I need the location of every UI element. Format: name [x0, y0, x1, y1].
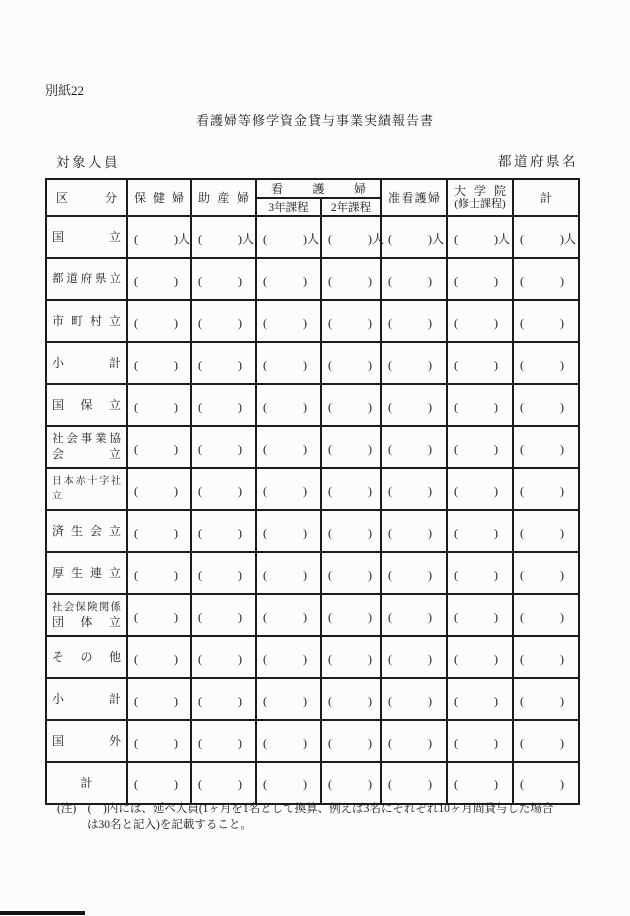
- paren-placeholder: ( ): [520, 694, 565, 708]
- value-cell: [127, 384, 191, 426]
- paren-placeholder: ( ): [134, 442, 178, 456]
- value-cell: [513, 216, 579, 258]
- header-graduate-school: 大学院 (修士課程): [447, 179, 513, 216]
- value-cell: [321, 510, 381, 552]
- value-cell: [256, 762, 321, 804]
- paren-placeholder: ( ): [328, 442, 372, 456]
- value-cell: [447, 636, 513, 678]
- value-cell: [321, 678, 381, 720]
- paren-placeholder: ( ): [388, 358, 433, 372]
- value-cell: [381, 300, 447, 342]
- value-cell: [513, 384, 579, 426]
- paren-placeholder: ( ): [198, 694, 242, 708]
- paren-placeholder: ( ): [134, 652, 178, 666]
- value-cell: [191, 342, 256, 384]
- value-cell: [256, 636, 321, 678]
- paren-placeholder: ( ): [454, 358, 499, 372]
- paren-placeholder: ( ): [198, 776, 242, 791]
- paren-placeholder: ( ): [388, 694, 433, 708]
- paren-placeholder: ( )人: [328, 232, 384, 246]
- table-row: [46, 636, 579, 678]
- paren-placeholder: ( ): [328, 358, 372, 372]
- value-cell: [513, 636, 579, 678]
- paren-placeholder: ( ): [198, 358, 242, 372]
- paren-placeholder: ( ): [388, 568, 433, 582]
- paren-placeholder: ( ): [520, 776, 565, 791]
- value-cell: [381, 342, 447, 384]
- paren-placeholder: ( ): [263, 652, 307, 666]
- paren-placeholder: ( ): [388, 442, 433, 456]
- value-cell: [447, 762, 513, 804]
- paren-placeholder: ( ): [134, 316, 178, 330]
- paren-placeholder: ( ): [388, 526, 433, 540]
- value-cell: [381, 720, 447, 762]
- row-label: 日本赤十字社立: [46, 468, 127, 510]
- value-cell: [381, 468, 447, 510]
- value-cell: [256, 552, 321, 594]
- paren-placeholder: ( ): [328, 484, 372, 498]
- value-cell: [381, 594, 447, 636]
- value-cell: [256, 426, 321, 468]
- paren-placeholder: ( ): [134, 358, 178, 372]
- value-cell: [191, 510, 256, 552]
- paren-placeholder: ( ): [263, 484, 307, 498]
- value-cell: [127, 594, 191, 636]
- value-cell: [127, 258, 191, 300]
- paren-placeholder: ( ): [520, 400, 565, 414]
- paren-placeholder: ( ): [198, 274, 242, 288]
- value-cell: [513, 342, 579, 384]
- row-label: 小計: [46, 678, 127, 720]
- value-cell: [191, 426, 256, 468]
- paren-placeholder: ( ): [263, 274, 307, 288]
- row-label: 国保立: [46, 384, 127, 426]
- value-cell: [127, 552, 191, 594]
- value-cell: [381, 636, 447, 678]
- value-cell: [381, 426, 447, 468]
- table-row: [46, 762, 579, 804]
- row-label: 国外: [46, 720, 127, 762]
- paren-placeholder: ( ): [454, 568, 499, 582]
- value-cell: [127, 426, 191, 468]
- row-label: 国立: [46, 216, 127, 258]
- value-cell: [127, 510, 191, 552]
- paren-placeholder: ( ): [198, 526, 242, 540]
- table-row: [46, 258, 579, 300]
- paren-placeholder: ( ): [388, 776, 433, 791]
- paren-placeholder: ( ): [520, 568, 565, 582]
- paren-placeholder: ( ): [454, 274, 499, 288]
- value-cell: [513, 468, 579, 510]
- value-cell: [321, 720, 381, 762]
- table-row: [46, 510, 579, 552]
- value-cell: [513, 258, 579, 300]
- value-cell: [513, 300, 579, 342]
- paren-placeholder: ( ): [263, 568, 307, 582]
- value-cell: [127, 468, 191, 510]
- table-row: [46, 594, 579, 636]
- value-cell: [191, 720, 256, 762]
- row-label: 市町村立: [46, 300, 127, 342]
- paren-placeholder: ( ): [454, 484, 499, 498]
- paren-placeholder: ( ): [388, 484, 433, 498]
- paren-placeholder: ( ): [328, 610, 372, 624]
- paren-placeholder: ( ): [198, 442, 242, 456]
- value-cell: [447, 216, 513, 258]
- value-cell: [191, 384, 256, 426]
- paren-placeholder: ( ): [134, 776, 178, 791]
- table-body: [46, 216, 579, 804]
- value-cell: [256, 594, 321, 636]
- table-row: [46, 300, 579, 342]
- footnote-line2: は30名と記入)を記載すること。: [87, 819, 252, 831]
- paren-placeholder: ( ): [134, 610, 178, 624]
- paren-placeholder: ( ): [520, 274, 565, 288]
- header-category: 区分: [46, 179, 127, 216]
- paren-placeholder: ( ): [328, 274, 372, 288]
- value-cell: [447, 300, 513, 342]
- paren-placeholder: ( ): [328, 400, 372, 414]
- paren-placeholder: ( ): [520, 736, 565, 750]
- paren-placeholder: ( )人: [520, 232, 577, 246]
- table-row: [46, 342, 579, 384]
- paren-placeholder: ( ): [134, 484, 178, 498]
- value-cell: [447, 594, 513, 636]
- row-label: 済生会立: [46, 510, 127, 552]
- paren-placeholder: ( ): [328, 316, 372, 330]
- value-cell: [256, 678, 321, 720]
- paren-placeholder: ( ): [328, 694, 372, 708]
- paren-placeholder: ( ): [388, 400, 433, 414]
- value-cell: [321, 300, 381, 342]
- value-cell: [127, 762, 191, 804]
- value-cell: [127, 342, 191, 384]
- value-cell: [321, 552, 381, 594]
- report-table: [45, 178, 580, 805]
- paren-placeholder: ( ): [198, 400, 242, 414]
- value-cell: [321, 594, 381, 636]
- value-cell: [256, 510, 321, 552]
- value-cell: [256, 384, 321, 426]
- paren-placeholder: ( ): [134, 274, 178, 288]
- value-cell: [256, 216, 321, 258]
- value-cell: [321, 636, 381, 678]
- value-cell: [381, 762, 447, 804]
- row-label: 社会事業協 会立: [46, 426, 127, 468]
- paren-placeholder: ( )人: [198, 232, 254, 246]
- paren-placeholder: ( ): [520, 652, 565, 666]
- value-cell: [256, 342, 321, 384]
- value-cell: [256, 300, 321, 342]
- value-cell: [191, 552, 256, 594]
- table-row: [46, 720, 579, 762]
- value-cell: [513, 762, 579, 804]
- paren-placeholder: ( ): [388, 652, 433, 666]
- attachment-number: 別紙22: [45, 83, 85, 98]
- page-title: 看護婦等修学資金貸与事業実績報告書: [195, 113, 434, 128]
- paren-placeholder: ( ): [198, 316, 242, 330]
- paren-placeholder: ( ): [263, 358, 307, 372]
- value-cell: [256, 720, 321, 762]
- value-cell: [447, 258, 513, 300]
- value-cell: [191, 258, 256, 300]
- paren-placeholder: ( ): [520, 610, 565, 624]
- value-cell: [447, 678, 513, 720]
- row-label: 計: [46, 762, 127, 804]
- value-cell: [191, 678, 256, 720]
- paren-placeholder: ( ): [263, 736, 307, 750]
- value-cell: [127, 720, 191, 762]
- value-cell: [513, 678, 579, 720]
- value-cell: [447, 552, 513, 594]
- row-label: 小計: [46, 342, 127, 384]
- paren-placeholder: ( )人: [263, 232, 319, 246]
- value-cell: [321, 384, 381, 426]
- paren-placeholder: ( ): [328, 568, 372, 582]
- paren-placeholder: ( ): [263, 694, 307, 708]
- paren-placeholder: ( ): [454, 694, 499, 708]
- header-assistant-nurse: 准看護婦: [381, 179, 447, 216]
- header-nurse-2year-course: 2年課程: [321, 198, 381, 216]
- paren-placeholder: ( ): [388, 316, 433, 330]
- target-personnel-label: 対象人員: [56, 155, 120, 170]
- value-cell: [321, 258, 381, 300]
- value-cell: [381, 258, 447, 300]
- paren-placeholder: ( ): [328, 776, 372, 791]
- value-cell: [513, 720, 579, 762]
- paren-placeholder: ( ): [263, 442, 307, 456]
- value-cell: [191, 762, 256, 804]
- paren-placeholder: ( ): [520, 316, 565, 330]
- paren-placeholder: ( ): [198, 736, 242, 750]
- value-cell: [321, 216, 384, 258]
- prefecture-name-label: 都道府県名: [498, 154, 578, 169]
- paren-placeholder: ( ): [198, 610, 242, 624]
- value-cell: [321, 468, 381, 510]
- value-cell: [381, 216, 447, 258]
- value-cell: [447, 468, 513, 510]
- value-cell: [321, 762, 381, 804]
- paren-placeholder: ( ): [520, 442, 565, 456]
- paren-placeholder: ( )人: [134, 232, 190, 246]
- value-cell: [321, 426, 381, 468]
- row-label: その他: [46, 636, 127, 678]
- footnote: [57, 801, 582, 833]
- row-label: 社会保険関係 団体立: [46, 594, 127, 636]
- value-cell: [127, 300, 191, 342]
- paren-placeholder: ( ): [263, 526, 307, 540]
- paren-placeholder: ( ): [134, 400, 178, 414]
- paren-placeholder: ( ): [328, 652, 372, 666]
- value-cell: [447, 342, 513, 384]
- value-cell: [447, 720, 513, 762]
- paren-placeholder: ( ): [263, 400, 307, 414]
- paren-placeholder: ( ): [388, 736, 433, 750]
- header-midwife: 助産婦: [191, 179, 256, 216]
- header-total: 計: [513, 179, 579, 216]
- value-cell: [381, 678, 447, 720]
- header-nurse: 看護婦: [256, 179, 381, 198]
- paren-placeholder: ( ): [134, 526, 178, 540]
- table-row: [46, 552, 579, 594]
- header-nurse-3year-course: 3年課程: [256, 198, 321, 216]
- value-cell: [256, 468, 321, 510]
- value-cell: [191, 216, 256, 258]
- paren-placeholder: ( ): [263, 316, 307, 330]
- value-cell: [513, 552, 579, 594]
- value-cell: [127, 636, 191, 678]
- value-cell: [381, 552, 447, 594]
- paren-placeholder: ( ): [134, 736, 178, 750]
- paren-placeholder: ( ): [263, 776, 307, 791]
- paren-placeholder: ( ): [198, 484, 242, 498]
- value-cell: [447, 384, 513, 426]
- value-cell: [381, 384, 447, 426]
- header-public-health-nurse: 保健婦: [127, 179, 191, 216]
- paren-placeholder: ( ): [388, 274, 433, 288]
- paren-placeholder: ( ): [520, 484, 565, 498]
- table-row: [46, 678, 579, 720]
- paren-placeholder: ( ): [454, 610, 499, 624]
- paren-placeholder: ( ): [520, 526, 565, 540]
- paren-placeholder: ( ): [134, 694, 178, 708]
- value-cell: [381, 510, 447, 552]
- paren-placeholder: ( )人: [388, 232, 445, 246]
- paren-placeholder: ( ): [454, 316, 499, 330]
- table-row: [46, 384, 579, 426]
- paren-placeholder: ( ): [198, 568, 242, 582]
- value-cell: [127, 216, 191, 258]
- paren-placeholder: ( ): [454, 442, 499, 456]
- row-label: 厚生連立: [46, 552, 127, 594]
- value-cell: [191, 300, 256, 342]
- value-cell: [191, 594, 256, 636]
- paren-placeholder: ( )人: [454, 232, 511, 246]
- table-row: [46, 468, 579, 510]
- value-cell: [447, 510, 513, 552]
- paren-placeholder: ( ): [454, 776, 499, 791]
- value-cell: [191, 636, 256, 678]
- paren-placeholder: ( ): [388, 610, 433, 624]
- value-cell: [256, 258, 321, 300]
- paren-placeholder: ( ): [263, 610, 307, 624]
- paren-placeholder: ( ): [328, 736, 372, 750]
- paren-placeholder: ( ): [198, 652, 242, 666]
- paren-placeholder: ( ): [134, 568, 178, 582]
- paren-placeholder: ( ): [520, 358, 565, 372]
- paren-placeholder: ( ): [454, 526, 499, 540]
- table-row: [46, 216, 579, 258]
- value-cell: [513, 594, 579, 636]
- value-cell: [513, 510, 579, 552]
- paren-placeholder: ( ): [328, 526, 372, 540]
- value-cell: [321, 342, 381, 384]
- value-cell: [127, 678, 191, 720]
- value-cell: [447, 426, 513, 468]
- paren-placeholder: ( ): [454, 400, 499, 414]
- paren-placeholder: ( ): [454, 736, 499, 750]
- footnote-line1: (注) ( )内には、延べ人員(1ヶ月を1名として換算、例えば3名にそれぞれ10ヶ月間貸与した場合: [57, 803, 554, 815]
- value-cell: [513, 426, 579, 468]
- table-header: [46, 179, 579, 216]
- paren-placeholder: ( ): [454, 652, 499, 666]
- value-cell: [191, 468, 256, 510]
- scan-artifact: [0, 911, 85, 915]
- table-row: [46, 426, 579, 468]
- row-label: 都道府県立: [46, 258, 127, 300]
